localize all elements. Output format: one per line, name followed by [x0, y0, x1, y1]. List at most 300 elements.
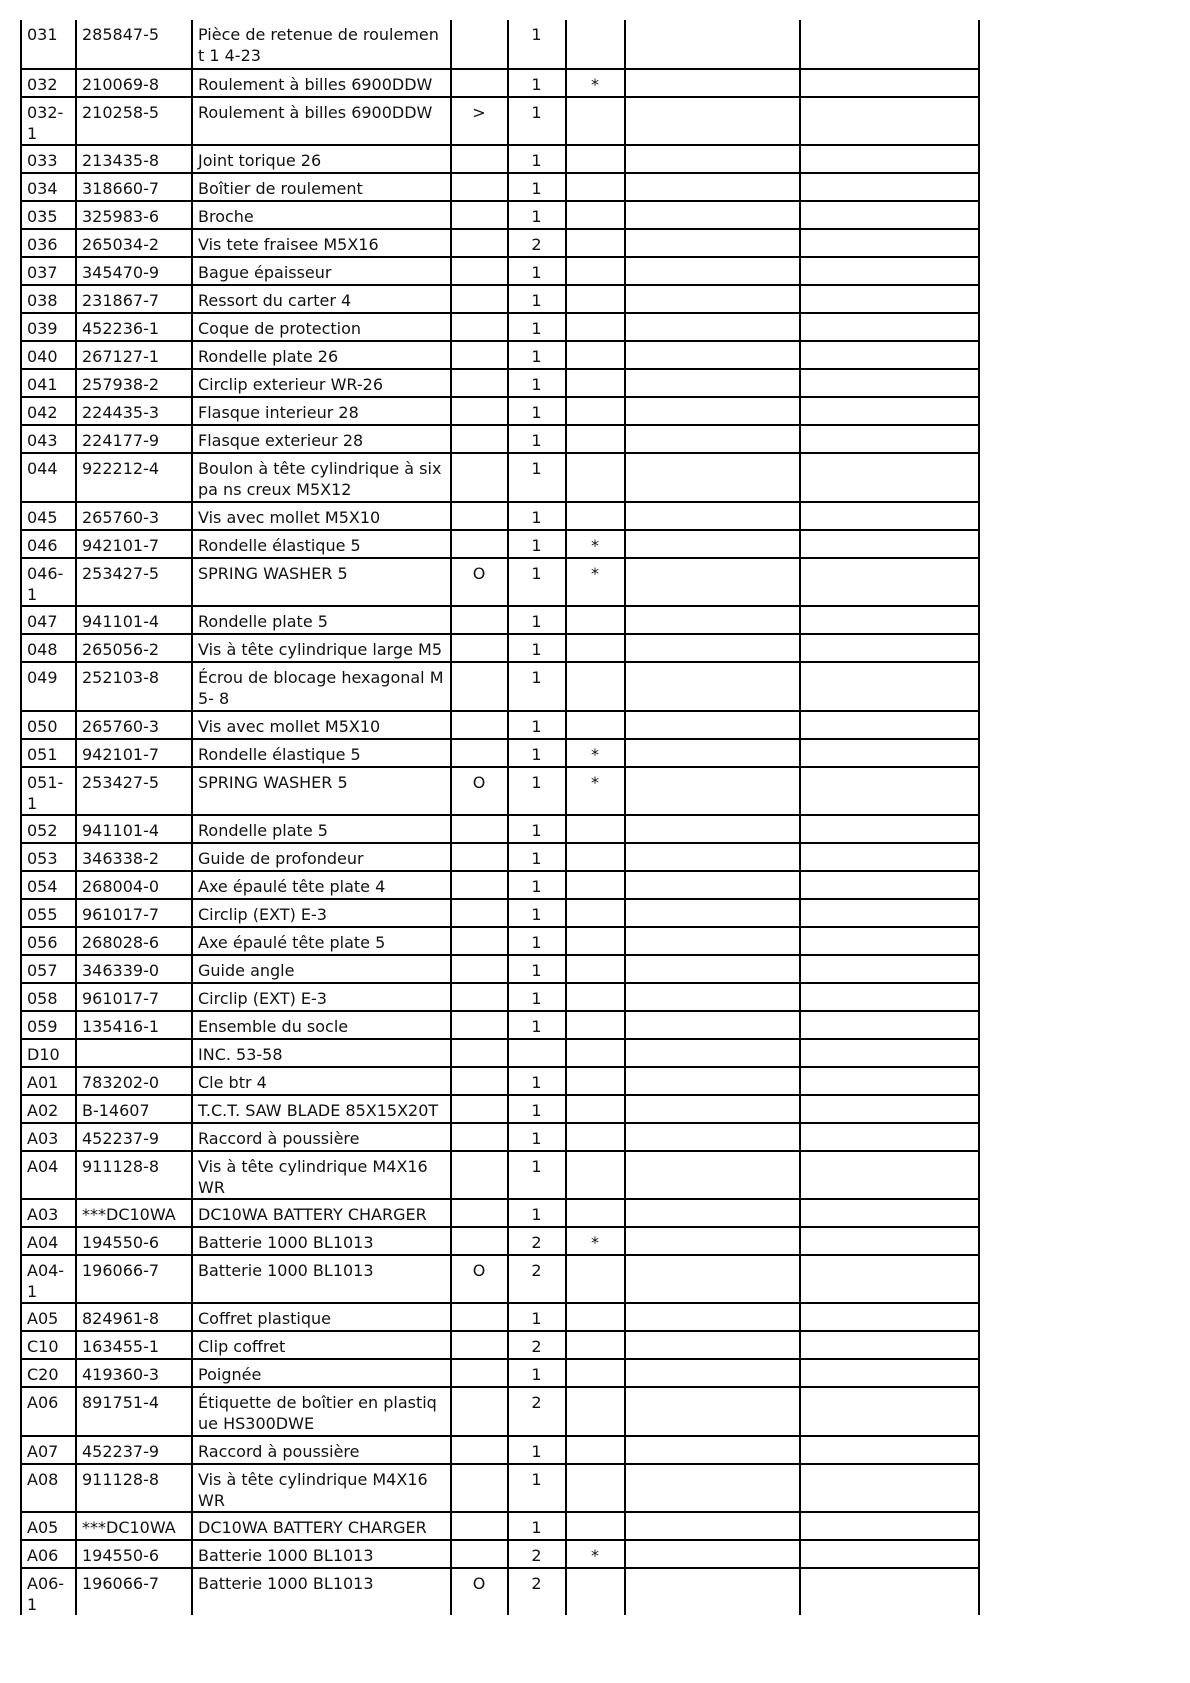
ref-number-cell: 054 [21, 871, 76, 899]
empty-cell [625, 1011, 800, 1039]
ref-number-cell: 055 [21, 899, 76, 927]
empty-cell [800, 1436, 979, 1464]
note-cell [451, 1039, 508, 1067]
part-number-cell: 210069-8 [76, 69, 192, 97]
table-row [21, 1303, 979, 1331]
mark-cell: * [566, 767, 625, 815]
empty-cell [800, 634, 979, 662]
quantity-cell: 1 [508, 1464, 566, 1512]
ref-number-cell: A05 [21, 1512, 76, 1540]
description-cell: SPRING WASHER 5 [192, 558, 451, 606]
table-row [21, 558, 979, 606]
ref-number-cell: D10 [21, 1039, 76, 1067]
quantity-cell: 1 [508, 1011, 566, 1039]
part-number-cell: 265034-2 [76, 229, 192, 257]
quantity-cell: 1 [508, 97, 566, 145]
empty-cell [800, 69, 979, 97]
part-number-cell: 941101-4 [76, 606, 192, 634]
empty-cell [625, 201, 800, 229]
description-cell: Raccord à poussière [192, 1123, 451, 1151]
empty-cell [625, 229, 800, 257]
quantity-cell: 1 [508, 871, 566, 899]
table-row [21, 1039, 979, 1067]
ref-number-cell: 036 [21, 229, 76, 257]
empty-cell [625, 1359, 800, 1387]
mark-cell [566, 1151, 625, 1199]
mark-cell [566, 341, 625, 369]
note-cell [451, 662, 508, 711]
table-row [21, 739, 979, 767]
table-row [21, 1464, 979, 1512]
description-cell: Rondelle plate 26 [192, 341, 451, 369]
mark-cell [566, 1359, 625, 1387]
note-cell: O [451, 767, 508, 815]
description-cell: Flasque exterieur 28 [192, 425, 451, 453]
note-cell [451, 313, 508, 341]
part-number-cell: 210258-5 [76, 97, 192, 145]
mark-cell [566, 1568, 625, 1615]
empty-cell [625, 634, 800, 662]
ref-number-cell: 038 [21, 285, 76, 313]
empty-cell [800, 229, 979, 257]
description-cell: Coque de protection [192, 313, 451, 341]
empty-cell [625, 1199, 800, 1227]
mark-cell [566, 1387, 625, 1436]
part-number-cell: 961017-7 [76, 899, 192, 927]
part-number-cell: 285847-5 [76, 20, 192, 69]
table-row [21, 983, 979, 1011]
description-cell: Circlip exterieur WR-26 [192, 369, 451, 397]
empty-cell [800, 285, 979, 313]
empty-cell [800, 1331, 979, 1359]
empty-cell [625, 843, 800, 871]
part-number-cell: 135416-1 [76, 1011, 192, 1039]
description-cell: Ensemble du socle [192, 1011, 451, 1039]
part-number-cell: 941101-4 [76, 815, 192, 843]
part-number-cell: 196066-7 [76, 1568, 192, 1615]
description-cell: Clip coffret [192, 1331, 451, 1359]
part-number-cell: 252103-8 [76, 662, 192, 711]
note-cell [451, 201, 508, 229]
note-cell [451, 453, 508, 502]
description-cell: Rondelle élastique 5 [192, 739, 451, 767]
mark-cell [566, 397, 625, 425]
description-cell: Guide de profondeur [192, 843, 451, 871]
description-cell: Circlip (EXT) E-3 [192, 983, 451, 1011]
quantity-cell: 1 [508, 425, 566, 453]
description-cell: Batterie 1000 BL1013 [192, 1540, 451, 1568]
note-cell [451, 711, 508, 739]
part-number-cell: 267127-1 [76, 341, 192, 369]
note-cell [451, 425, 508, 453]
part-number-cell: 231867-7 [76, 285, 192, 313]
description-cell: Écrou de blocage hexagonal M5- 8 [192, 662, 451, 711]
part-number-cell: 346339-0 [76, 955, 192, 983]
empty-cell [800, 425, 979, 453]
ref-number-cell: 059 [21, 1011, 76, 1039]
empty-cell [625, 285, 800, 313]
empty-cell [800, 815, 979, 843]
table-row [21, 530, 979, 558]
part-number-cell: 253427-5 [76, 767, 192, 815]
empty-cell [625, 69, 800, 97]
part-number-cell: 346338-2 [76, 843, 192, 871]
empty-cell [800, 1067, 979, 1095]
mark-cell [566, 1039, 625, 1067]
ref-number-cell: A06-1 [21, 1568, 76, 1615]
empty-cell [625, 425, 800, 453]
empty-cell [800, 1095, 979, 1123]
empty-cell [625, 927, 800, 955]
part-number-cell: 253427-5 [76, 558, 192, 606]
quantity-cell: 1 [508, 899, 566, 927]
mark-cell [566, 201, 625, 229]
ref-number-cell: 053 [21, 843, 76, 871]
description-cell: Vis avec mollet M5X10 [192, 502, 451, 530]
note-cell [451, 1151, 508, 1199]
mark-cell [566, 711, 625, 739]
ref-number-cell: A05 [21, 1303, 76, 1331]
empty-cell [625, 1151, 800, 1199]
empty-cell [800, 341, 979, 369]
note-cell [451, 1359, 508, 1387]
empty-cell [800, 983, 979, 1011]
description-cell: Circlip (EXT) E-3 [192, 899, 451, 927]
quantity-cell: 1 [508, 662, 566, 711]
mark-cell [566, 453, 625, 502]
quantity-cell: 2 [508, 1227, 566, 1255]
part-number-cell: 911128-8 [76, 1464, 192, 1512]
ref-number-cell: 048 [21, 634, 76, 662]
empty-cell [800, 927, 979, 955]
quantity-cell [508, 1039, 566, 1067]
empty-cell [625, 815, 800, 843]
empty-cell [800, 20, 979, 69]
description-cell: Bague épaisseur [192, 257, 451, 285]
empty-cell [800, 1199, 979, 1227]
note-cell [451, 1123, 508, 1151]
empty-cell [800, 955, 979, 983]
quantity-cell: 1 [508, 1303, 566, 1331]
table-row [21, 1387, 979, 1436]
mark-cell [566, 1095, 625, 1123]
quantity-cell: 1 [508, 558, 566, 606]
part-number-cell: 452236-1 [76, 313, 192, 341]
note-cell [451, 1227, 508, 1255]
quantity-cell: 1 [508, 815, 566, 843]
description-cell: Rondelle élastique 5 [192, 530, 451, 558]
quantity-cell: 1 [508, 69, 566, 97]
table-row [21, 502, 979, 530]
part-number-cell: ***DC10WA [76, 1512, 192, 1540]
ref-number-cell: 042 [21, 397, 76, 425]
note-cell: O [451, 1255, 508, 1303]
empty-cell [800, 767, 979, 815]
empty-cell [625, 662, 800, 711]
part-number-cell: 163455-1 [76, 1331, 192, 1359]
ref-number-cell: 046 [21, 530, 76, 558]
note-cell [451, 145, 508, 173]
description-cell: Raccord à poussière [192, 1436, 451, 1464]
ref-number-cell: A01 [21, 1067, 76, 1095]
empty-cell [800, 397, 979, 425]
description-cell: Batterie 1000 BL1013 [192, 1255, 451, 1303]
table-row [21, 1199, 979, 1227]
empty-cell [625, 1227, 800, 1255]
ref-number-cell: 052 [21, 815, 76, 843]
quantity-cell: 2 [508, 1568, 566, 1615]
table-row [21, 871, 979, 899]
part-number-cell: 922212-4 [76, 453, 192, 502]
mark-cell [566, 955, 625, 983]
part-number-cell: 942101-7 [76, 530, 192, 558]
empty-cell [625, 1436, 800, 1464]
description-cell: SPRING WASHER 5 [192, 767, 451, 815]
note-cell [451, 1199, 508, 1227]
note-cell [451, 369, 508, 397]
mark-cell [566, 257, 625, 285]
table-row [21, 1255, 979, 1303]
quantity-cell: 1 [508, 257, 566, 285]
quantity-cell: 1 [508, 711, 566, 739]
empty-cell [800, 1303, 979, 1331]
ref-number-cell: 032 [21, 69, 76, 97]
empty-cell [625, 1255, 800, 1303]
empty-cell [625, 711, 800, 739]
part-number-cell [76, 1039, 192, 1067]
ref-number-cell: 035 [21, 201, 76, 229]
empty-cell [625, 739, 800, 767]
empty-cell [625, 955, 800, 983]
empty-cell [625, 1464, 800, 1512]
description-cell: Guide angle [192, 955, 451, 983]
ref-number-cell: A04 [21, 1227, 76, 1255]
description-cell: Joint torique 26 [192, 145, 451, 173]
quantity-cell: 1 [508, 20, 566, 69]
mark-cell [566, 1436, 625, 1464]
empty-cell [625, 558, 800, 606]
ref-number-cell: 033 [21, 145, 76, 173]
table-row [21, 1331, 979, 1359]
quantity-cell: 1 [508, 739, 566, 767]
empty-cell [625, 1387, 800, 1436]
empty-cell [800, 453, 979, 502]
mark-cell [566, 662, 625, 711]
description-cell: Batterie 1000 BL1013 [192, 1227, 451, 1255]
mark-cell [566, 425, 625, 453]
empty-cell [625, 1067, 800, 1095]
quantity-cell: 1 [508, 313, 566, 341]
empty-cell [625, 173, 800, 201]
empty-cell [625, 145, 800, 173]
empty-cell [625, 1512, 800, 1540]
mark-cell [566, 899, 625, 927]
mark-cell [566, 1199, 625, 1227]
note-cell [451, 1464, 508, 1512]
empty-cell [625, 369, 800, 397]
empty-cell [800, 899, 979, 927]
ref-number-cell: 039 [21, 313, 76, 341]
part-number-cell: 224177-9 [76, 425, 192, 453]
table-row [21, 145, 979, 173]
mark-cell [566, 1464, 625, 1512]
mark-cell [566, 1512, 625, 1540]
note-cell [451, 899, 508, 927]
description-cell: Vis à tête cylindrique M4X16 WR [192, 1464, 451, 1512]
ref-number-cell: 034 [21, 173, 76, 201]
table-row [21, 1067, 979, 1095]
part-number-cell: 452237-9 [76, 1123, 192, 1151]
parts-list-page [20, 20, 980, 1615]
empty-cell [800, 1123, 979, 1151]
empty-cell [625, 1123, 800, 1151]
ref-number-cell: A02 [21, 1095, 76, 1123]
empty-cell [625, 899, 800, 927]
ref-number-cell: 051-1 [21, 767, 76, 815]
quantity-cell: 1 [508, 285, 566, 313]
note-cell [451, 1331, 508, 1359]
description-cell: INC. 53-58 [192, 1039, 451, 1067]
table-row [21, 711, 979, 739]
note-cell [451, 739, 508, 767]
description-cell: Roulement à billes 6900DDW [192, 97, 451, 145]
ref-number-cell: 037 [21, 257, 76, 285]
quantity-cell: 2 [508, 1331, 566, 1359]
empty-cell [800, 871, 979, 899]
table-row [21, 425, 979, 453]
mark-cell: * [566, 69, 625, 97]
empty-cell [800, 711, 979, 739]
description-cell: Axe épaulé tête plate 4 [192, 871, 451, 899]
mark-cell [566, 983, 625, 1011]
empty-cell [800, 739, 979, 767]
part-number-cell: 194550-6 [76, 1227, 192, 1255]
ref-number-cell: 044 [21, 453, 76, 502]
table-row [21, 341, 979, 369]
part-number-cell: 268028-6 [76, 927, 192, 955]
empty-cell [800, 1011, 979, 1039]
ref-number-cell: A06 [21, 1387, 76, 1436]
empty-cell [800, 1464, 979, 1512]
empty-cell [625, 1095, 800, 1123]
empty-cell [800, 1039, 979, 1067]
table-row [21, 1540, 979, 1568]
description-cell: DC10WA BATTERY CHARGER [192, 1512, 451, 1540]
mark-cell [566, 20, 625, 69]
empty-cell [800, 1568, 979, 1615]
part-number-cell: 452237-9 [76, 1436, 192, 1464]
quantity-cell: 1 [508, 530, 566, 558]
description-cell: Vis avec mollet M5X10 [192, 711, 451, 739]
part-number-cell: 345470-9 [76, 257, 192, 285]
table-row [21, 97, 979, 145]
mark-cell [566, 285, 625, 313]
empty-cell [625, 606, 800, 634]
mark-cell [566, 843, 625, 871]
empty-cell [625, 502, 800, 530]
empty-cell [800, 502, 979, 530]
description-cell: Flasque interieur 28 [192, 397, 451, 425]
note-cell [451, 1512, 508, 1540]
table-row [21, 69, 979, 97]
table-row [21, 1568, 979, 1615]
table-row [21, 1436, 979, 1464]
note-cell [451, 843, 508, 871]
empty-cell [625, 1540, 800, 1568]
quantity-cell: 1 [508, 145, 566, 173]
ref-number-cell: 046-1 [21, 558, 76, 606]
note-cell [451, 871, 508, 899]
description-cell: Poignée [192, 1359, 451, 1387]
part-number-cell: 194550-6 [76, 1540, 192, 1568]
description-cell: Cle btr 4 [192, 1067, 451, 1095]
table-row [21, 1011, 979, 1039]
description-cell: Pièce de retenue de roulement 1 4-23 [192, 20, 451, 69]
note-cell [451, 397, 508, 425]
parts-table-body [21, 20, 979, 1615]
part-number-cell: 961017-7 [76, 983, 192, 1011]
ref-number-cell: 047 [21, 606, 76, 634]
note-cell [451, 20, 508, 69]
quantity-cell: 1 [508, 1359, 566, 1387]
table-row [21, 173, 979, 201]
note-cell [451, 285, 508, 313]
note-cell [451, 1095, 508, 1123]
note-cell [451, 341, 508, 369]
quantity-cell: 1 [508, 453, 566, 502]
table-row [21, 634, 979, 662]
quantity-cell: 1 [508, 201, 566, 229]
table-row [21, 606, 979, 634]
ref-number-cell: A08 [21, 1464, 76, 1512]
part-number-cell: 783202-0 [76, 1067, 192, 1095]
part-number-cell: 318660-7 [76, 173, 192, 201]
description-cell: Vis tete fraisee M5X16 [192, 229, 451, 257]
empty-cell [625, 397, 800, 425]
empty-cell [800, 662, 979, 711]
mark-cell [566, 634, 625, 662]
empty-cell [625, 97, 800, 145]
quantity-cell: 1 [508, 1123, 566, 1151]
description-cell: DC10WA BATTERY CHARGER [192, 1199, 451, 1227]
empty-cell [800, 843, 979, 871]
part-number-cell: 824961-8 [76, 1303, 192, 1331]
quantity-cell: 1 [508, 927, 566, 955]
note-cell [451, 1067, 508, 1095]
ref-number-cell: 041 [21, 369, 76, 397]
mark-cell [566, 1067, 625, 1095]
note-cell [451, 257, 508, 285]
ref-number-cell: 032-1 [21, 97, 76, 145]
quantity-cell: 1 [508, 1512, 566, 1540]
note-cell [451, 1436, 508, 1464]
part-number-cell: 911128-8 [76, 1151, 192, 1199]
table-row [21, 1359, 979, 1387]
table-row [21, 815, 979, 843]
note-cell [451, 606, 508, 634]
quantity-cell: 1 [508, 341, 566, 369]
empty-cell [800, 201, 979, 229]
mark-cell [566, 871, 625, 899]
note-cell [451, 927, 508, 955]
quantity-cell: 1 [508, 955, 566, 983]
note-cell [451, 983, 508, 1011]
empty-cell [625, 530, 800, 558]
empty-cell [800, 1512, 979, 1540]
quantity-cell: 1 [508, 1199, 566, 1227]
table-row [21, 767, 979, 815]
description-cell: Boulon à tête cylindrique à six pa ns creux M5X12 [192, 453, 451, 502]
